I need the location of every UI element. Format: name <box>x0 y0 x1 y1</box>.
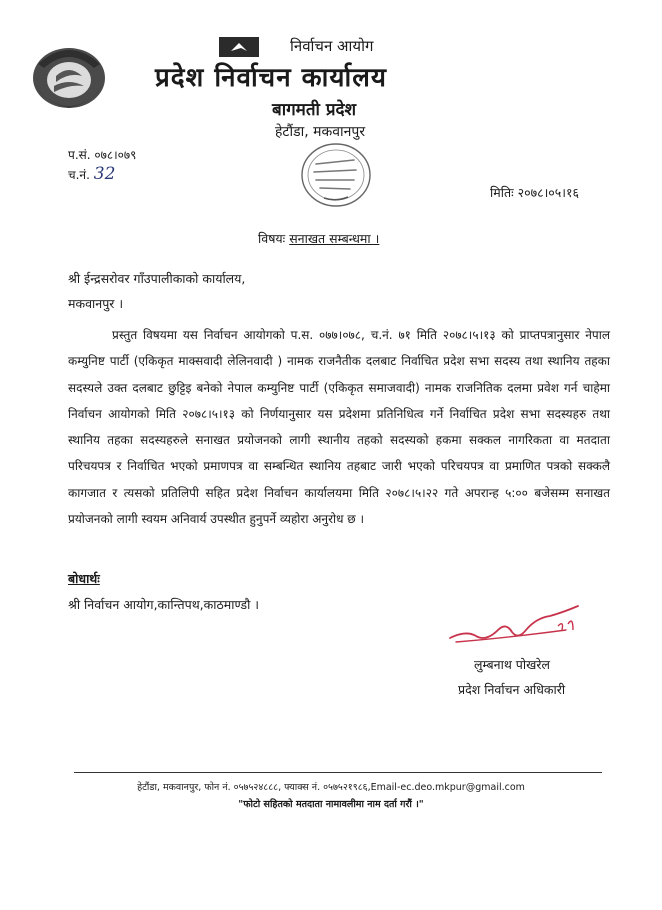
province-name: बागमती प्रदेश <box>272 100 357 120</box>
dispatch-number-handwritten: 32 <box>93 164 116 184</box>
office-seal-icon <box>296 140 376 210</box>
signature-icon <box>446 600 586 650</box>
signatory-name: लुम्बनाथ पोखरेल <box>474 657 550 672</box>
dispatch-number <box>68 164 115 184</box>
election-flag-icon <box>219 37 259 57</box>
office-name: प्रदेश निर्वाचन कार्यालय <box>155 63 387 93</box>
government-emblem-icon <box>28 34 110 114</box>
reference-number: प.सं. ०७८।०७९ <box>68 148 137 162</box>
subject-label: विषयः <box>258 231 286 246</box>
signatory-title: प्रदेश निर्वाचन अधिकारी <box>458 682 566 697</box>
footer-divider <box>74 772 602 773</box>
footer-slogan: "फोटो सहितको मतदाता नामावलीमा नाम दर्ता गरौं ।" <box>238 799 424 810</box>
subject-line <box>258 230 379 247</box>
office-address: हेटौंडा, मकवानपुर <box>275 124 366 140</box>
letter-body: प्रस्तुत विषयमा यस निर्वाचन आयोगको प.स. ०७७।०७८, च.नं. ७१ मिति २०७८।५।१३ को प्राप्तपत्रानुसार नेपाल कम्युनिष्ट पार्टी (एकिकृत माक्सवादी लेलिनवादी ) नामक राजनैतीक दलबाट निर्वाचित प्रदेश सभा सदस्य तथा स्थानिय तहका सदस्यले उक्त दलबाट छुट्टिइ बनेको नेपाल कम्युनिष्ट पार्टी (एकिकृत समाजवादी) नामक राजनितिक दलमा प्रवेश गर्न चाहेमा निर्वाचन आयोगको मिति २०७८।५।१३ को निर्णयानुसार यस प्रदेशमा प्रतिनिधित्व गर्ने निर्वाचित प्रदेश सभा सदस्यहरु तथा स्थानिय तहका सदस्यहरुले सनाखत प्रयोजनको लागी स्थानीय तहको सदस्यको हकमा सक्कल नागरिकता वा मतदाता परिचयपत्र र निर्वाचित भएको प्रमाणपत्र वा सम्बन्धित स्थानिय तहबाट जारी भएको परिचयपत्र वा प्रमाणित पत्रको सक्कलै कागजात र त्यसको प्रतिलिपी सहित प्रदेश निर्वाचन कार्यालयमा मिति २०७८।५।२२ गते अपरान्ह ५:०० बजेसम्म सनाखत प्रयोजनको लागी स्वयम अनिवार्य उपस्थीत हुनुपर्ने व्यहोरा अनुरोध छ । <box>68 328 610 527</box>
commission-name: निर्वाचन आयोग <box>290 37 374 55</box>
recipient-office: श्री ईन्द्रसरोवर गाँउपालीकाको कार्यालय, <box>68 271 246 286</box>
letter-date: मितिः २०७८।०५।१६ <box>490 185 580 200</box>
copy-to-recipient: श्री निर्वाचन आयोग,कान्तिपथ,काठमाण्डौ । <box>68 597 260 612</box>
recipient-district: मकवानपुर । <box>68 296 124 311</box>
subject-value: सनाखत सम्बन्धमा । <box>289 231 380 246</box>
footer-contact: हेटौंडा, मकवानपुर, फोन नं. ०५७५२४८८८, फ्याक्स नं. ०५७५२१९८६,Email-ec.deo.mkpur@gmail.com <box>137 782 525 793</box>
dispatch-label: च.नं. <box>68 168 90 182</box>
copy-to-label: बोधार्थः <box>68 571 100 586</box>
